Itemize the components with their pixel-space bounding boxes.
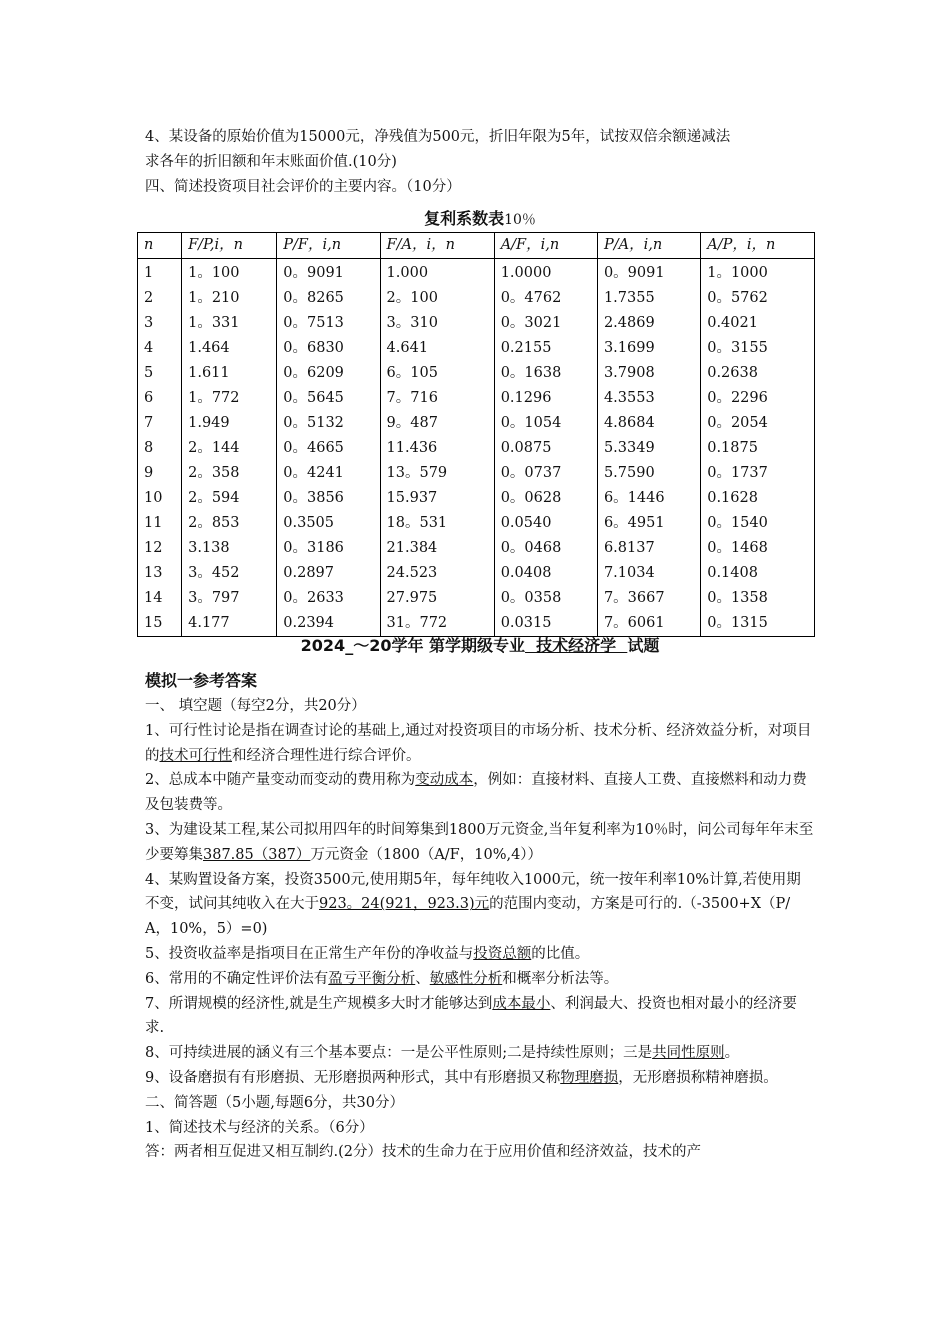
table-row [138, 511, 815, 536]
cell-af: 0。3021 [494, 311, 597, 336]
cell-n: 11 [138, 511, 182, 536]
cell-n: 1 [138, 259, 182, 287]
cell-fp: 1。331 [182, 311, 277, 336]
header-n: n [138, 233, 182, 259]
cell-pa: 5.7590 [597, 461, 700, 486]
cell-pf: 0。6830 [277, 336, 380, 361]
cell-ap: 0。2054 [701, 411, 815, 436]
answer-4: 4、某购置设备方案，投资3500元,使用期5年，每年纯收入1000元，统一按年利率10%计算,若使用期不变，试问其纯收入在大于923。24(921，923.3)元的范围内变动，方案是可行的.（-3500+X（P/A，10%，5）=0) [145, 871, 801, 938]
cell-fa: 24.523 [380, 561, 494, 586]
cell-pf: 0.3505 [277, 511, 380, 536]
table-row [138, 561, 815, 586]
cell-fa: 4.641 [380, 336, 494, 361]
answer-6-blank-1: 盈亏平衡分析 [328, 970, 416, 987]
cell-n: 9 [138, 461, 182, 486]
table-row [138, 361, 815, 386]
answer-1-blank: 技术可行性 [159, 747, 232, 764]
table-title-text: 复利系数表 [424, 209, 505, 228]
cell-af: 0.0875 [494, 436, 597, 461]
cell-ap: 1。1000 [701, 259, 815, 287]
cell-pa: 7。3667 [597, 586, 700, 611]
cell-pa: 6。1446 [597, 486, 700, 511]
section-2-title: 二、简答题（5小题,每题6分，共30分） [145, 1094, 405, 1111]
cell-af: 0.0315 [494, 611, 597, 637]
cell-fa: 13。579 [380, 461, 494, 486]
cell-ap: 0。1358 [701, 586, 815, 611]
answer-5: 5、投资收益率是指项目在正常生产年份的净收益与投资总额的比值。 [145, 945, 590, 962]
header-fp: F/P,i，n [182, 233, 277, 259]
cell-fa: 6。105 [380, 361, 494, 386]
table-row [138, 586, 815, 611]
answer-5-blank: 投资总额 [473, 945, 532, 962]
cell-fa: 9。487 [380, 411, 494, 436]
table-header-row [138, 233, 815, 259]
answer-7: 7、所谓规模的经济性,就是生产规模多大时才能够达到成本最小、利润最大、投资也相对最小的经济要求. [145, 995, 797, 1037]
cell-fp: 1。772 [182, 386, 277, 411]
cell-pf: 0。9091 [277, 259, 380, 287]
exam-title-suffix: 试题 [627, 636, 660, 655]
section-4-question: 四、简述投资项目社会评价的主要内容。（10分） [145, 179, 461, 195]
cell-pf: 0。5645 [277, 386, 380, 411]
answer-section [145, 668, 815, 1165]
answer-heading: 模拟一参考答案 [145, 671, 258, 690]
table-row [138, 436, 815, 461]
cell-af: 0。0358 [494, 586, 597, 611]
cell-af: 0。1638 [494, 361, 597, 386]
header-ap: A/P，i，n [701, 233, 815, 259]
cell-pf: 0。6209 [277, 361, 380, 386]
question-4-line-1: 4、某设备的原始价值为15000元，净残值为500元，折旧年限为5年，试按双倍余额递减法 [145, 129, 731, 145]
short-answer-1: 答：两者相互促进又相互制约.(2分）技术的生命力在于应用价值和经济效益，技术的产 [145, 1144, 701, 1161]
table-row [138, 411, 815, 436]
cell-pa: 4.3553 [597, 386, 700, 411]
table-row [138, 259, 815, 287]
cell-ap: 0.1875 [701, 436, 815, 461]
cell-fp: 1.949 [182, 411, 277, 436]
header-pf: P/F，i,n [277, 233, 380, 259]
cell-fa: 21.384 [380, 536, 494, 561]
cell-fp: 1。210 [182, 286, 277, 311]
cell-fa: 1.000 [380, 259, 494, 287]
answer-2-blank: 变动成本 [415, 772, 474, 789]
cell-fa: 7。716 [380, 386, 494, 411]
answer-2: 2、总成本中随产量变动而变动的费用称为变动成本，例如：直接材料、直接人工费、直接燃料和动力费及包装费等。 [145, 772, 807, 814]
table-body [138, 259, 815, 637]
cell-ap: 0.1628 [701, 486, 815, 511]
cell-af: 0。0628 [494, 486, 597, 511]
exam-title [145, 633, 815, 659]
cell-fp: 3.138 [182, 536, 277, 561]
cell-af: 0。0468 [494, 536, 597, 561]
answer-3: 3、为建设某工程,某公司拟用四年的时间筹集到1800万元资金,当年复利率为10％时，问公司每年年末至少要筹集387.85（387）万元资金（1800（A/F，10%,4）） [145, 821, 814, 863]
compound-interest-table [137, 232, 815, 637]
question-4-line-2: 求各年的折旧额和年末账面价值.(10分) [145, 154, 397, 170]
answer-8: 8、可持续进展的涵义有三个基本要点：一是公平性原则;二是持续性原则；三是共同性原则。 [145, 1045, 740, 1062]
cell-n: 4 [138, 336, 182, 361]
cell-pf: 0。4665 [277, 436, 380, 461]
header-af: A/F，i,n [494, 233, 597, 259]
cell-pf: 0.2394 [277, 611, 380, 637]
cell-fp: 2。358 [182, 461, 277, 486]
cell-fa: 27.975 [380, 586, 494, 611]
cell-fa: 15.937 [380, 486, 494, 511]
cell-pf: 0.2897 [277, 561, 380, 586]
cell-af: 0。1054 [494, 411, 597, 436]
cell-pa: 6.8137 [597, 536, 700, 561]
answer-6: 6、常用的不确定性评价法有盈亏平衡分析、敏感性分析和概率分析法等。 [145, 970, 619, 987]
cell-ap: 0。1737 [701, 461, 815, 486]
cell-fa: 2。100 [380, 286, 494, 311]
cell-fa: 31。772 [380, 611, 494, 637]
cell-pa: 6。4951 [597, 511, 700, 536]
cell-pa: 7。6061 [597, 611, 700, 637]
table-row [138, 311, 815, 336]
previous-questions [145, 125, 815, 200]
cell-af: 0.0540 [494, 511, 597, 536]
answer-8-blank: 共同性原则 [652, 1045, 725, 1062]
cell-pa: 4.8684 [597, 411, 700, 436]
cell-fp: 3。797 [182, 586, 277, 611]
table-row [138, 386, 815, 411]
cell-n: 13 [138, 561, 182, 586]
cell-pa: 5.3349 [597, 436, 700, 461]
cell-fa: 11.436 [380, 436, 494, 461]
cell-pa: 1.7355 [597, 286, 700, 311]
cell-n: 8 [138, 436, 182, 461]
cell-pf: 0。3856 [277, 486, 380, 511]
table-row [138, 461, 815, 486]
cell-n: 3 [138, 311, 182, 336]
cell-ap: 0.4021 [701, 311, 815, 336]
exam-course-name: 技术经济学 [525, 636, 628, 655]
cell-ap: 0。1315 [701, 611, 815, 637]
answer-3-blank: 387.85（387） [203, 846, 311, 863]
cell-pa: 0。9091 [597, 259, 700, 287]
header-fa: F/A，i，n [380, 233, 494, 259]
short-question-1: 1、简述技术与经济的关系。（6分） [145, 1119, 374, 1136]
cell-fp: 1.611 [182, 361, 277, 386]
table-row [138, 336, 815, 361]
table-row [138, 536, 815, 561]
cell-ap: 0。1540 [701, 511, 815, 536]
answer-9: 9、设备磨损有有形磨损、无形磨损两种形式，其中有形磨损又称物理磨损，无形磨损称精神磨损。 [145, 1069, 778, 1086]
cell-fp: 4.177 [182, 611, 277, 637]
cell-ap: 0.1408 [701, 561, 815, 586]
cell-af: 0.2155 [494, 336, 597, 361]
cell-fa: 3。310 [380, 311, 494, 336]
cell-af: 1.0000 [494, 259, 597, 287]
cell-pa: 2.4869 [597, 311, 700, 336]
answer-4-blank: 923。24(921，923.3)元 [319, 896, 490, 913]
cell-n: 14 [138, 586, 182, 611]
cell-fp: 1。100 [182, 259, 277, 287]
cell-ap: 0。5762 [701, 286, 815, 311]
cell-n: 12 [138, 536, 182, 561]
cell-ap: 0。1468 [701, 536, 815, 561]
cell-n: 5 [138, 361, 182, 386]
table-row [138, 286, 815, 311]
cell-n: 6 [138, 386, 182, 411]
cell-fp: 2。594 [182, 486, 277, 511]
cell-af: 0.0408 [494, 561, 597, 586]
table-row [138, 486, 815, 511]
cell-fp: 1.464 [182, 336, 277, 361]
header-pa: P/A，i,n [597, 233, 700, 259]
cell-ap: 0.2638 [701, 361, 815, 386]
cell-pf: 0。8265 [277, 286, 380, 311]
table-title-rate: 10％ [504, 212, 536, 228]
table-title [145, 207, 815, 232]
exam-title-prefix: 2024_～20学年 第学期级专业 [300, 636, 526, 655]
cell-fa: 18。531 [380, 511, 494, 536]
cell-n: 15 [138, 611, 182, 637]
cell-pf: 0。2633 [277, 586, 380, 611]
cell-n: 2 [138, 286, 182, 311]
cell-af: 0。4762 [494, 286, 597, 311]
cell-ap: 0。3155 [701, 336, 815, 361]
cell-fp: 2。853 [182, 511, 277, 536]
cell-n: 10 [138, 486, 182, 511]
cell-pf: 0。4241 [277, 461, 380, 486]
cell-af: 0.1296 [494, 386, 597, 411]
cell-af: 0。0737 [494, 461, 597, 486]
cell-pa: 3.7908 [597, 361, 700, 386]
section-1-title: 一、 填空题（每空2分，共20分） [145, 698, 366, 714]
answer-7-blank: 成本最小 [492, 995, 551, 1012]
cell-pf: 0。7513 [277, 311, 380, 336]
cell-pf: 0。5132 [277, 411, 380, 436]
cell-fp: 2。144 [182, 436, 277, 461]
cell-ap: 0。2296 [701, 386, 815, 411]
answer-9-blank: 物理磨损 [560, 1069, 619, 1086]
cell-fp: 3。452 [182, 561, 277, 586]
cell-pf: 0。3186 [277, 536, 380, 561]
cell-n: 7 [138, 411, 182, 436]
cell-pa: 3.1699 [597, 336, 700, 361]
answer-1: 1、可行性讨论是指在调查讨论的基础上,通过对投资项目的市场分析、技术分析、经济效益分析，对项目的技术可行性和经济合理性进行综合评价。 [145, 722, 812, 764]
cell-pa: 7.1034 [597, 561, 700, 586]
answer-6-blank-2: 敏感性分析 [429, 970, 503, 987]
